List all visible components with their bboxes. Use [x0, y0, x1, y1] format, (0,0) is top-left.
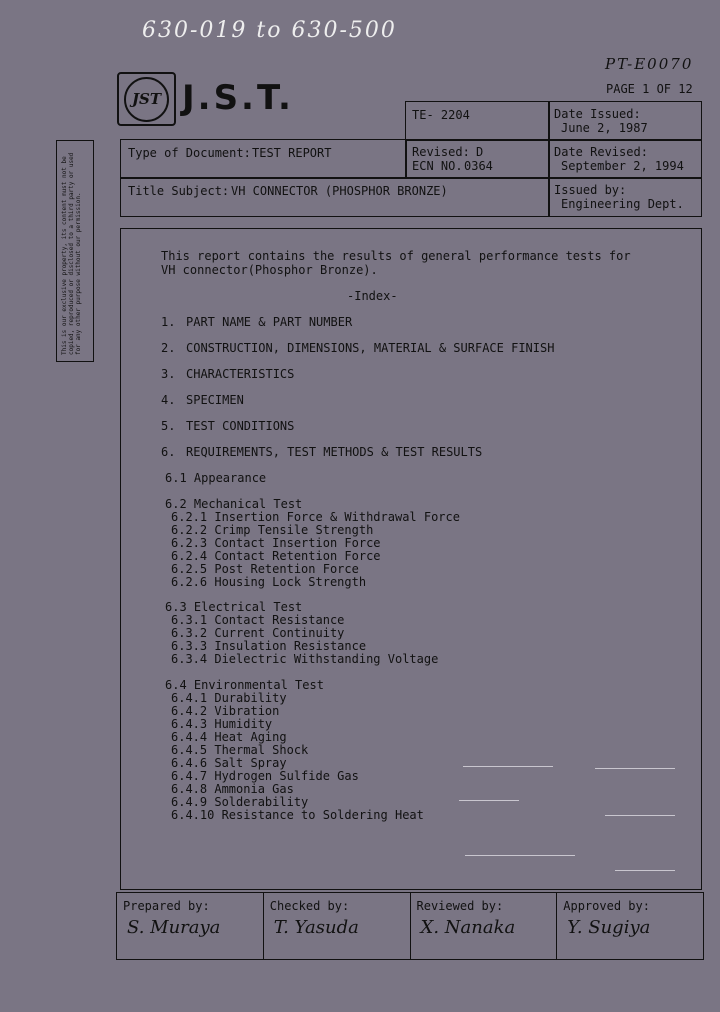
revised-value: D — [476, 145, 484, 159]
confidentiality-text: This is our exclusive property, its content must not be copied, reproduced or disclosed to a third party or used for any other purpose without our permission. — [61, 152, 82, 355]
list-item: 6.2.3 Contact Insertion Force — [171, 536, 381, 550]
section-title: TEST CONDITIONS — [186, 419, 295, 433]
handwritten-corner-code: PT-E0070 — [605, 55, 694, 73]
list-item: 6.4.5 Thermal Shock — [171, 743, 309, 757]
approved-by-cell — [557, 893, 703, 959]
section-title: CHARACTERISTICS — [186, 367, 295, 381]
ecn-value: 0364 — [464, 159, 493, 173]
list-item: 6.2.1 Insertion Force & Withdrawal Force — [171, 510, 460, 524]
subsection-heading: 6.4 Environmental Test — [165, 678, 324, 692]
list-item: 6.3.4 Dielectric Withstanding Voltage — [171, 652, 439, 666]
list-item: 6.2.4 Contact Retention Force — [171, 549, 381, 563]
list-item: 6.4.8 Ammonia Gas — [171, 782, 294, 796]
section-title: SPECIMEN — [186, 393, 244, 407]
list-item: 6.2.2 Crimp Tensile Strength — [171, 523, 374, 537]
section-title: CONSTRUCTION, DIMENSIONS, MATERIAL & SURFACE FINISH — [186, 341, 555, 355]
doc-number-cell — [405, 101, 550, 141]
date-issued-value: June 2, 1987 — [561, 121, 648, 135]
handwritten-part-range: 630-019 to 630-500 — [142, 18, 397, 43]
date-issued-cell — [548, 101, 702, 141]
scan-noise — [455, 760, 695, 880]
list-item: 6.2.6 Housing Lock Strength — [171, 575, 367, 589]
date-revised-label: Date Revised: — [554, 145, 648, 159]
section-num: 4. — [161, 393, 176, 407]
subsection-heading: 6.3 Electrical Test — [165, 600, 303, 614]
title-subject-value: VH CONNECTOR (PHOSPHOR BRONZE) — [231, 184, 448, 198]
list-item: 6.2.5 Post Retention Force — [171, 562, 359, 576]
title-subject-cell — [120, 177, 550, 217]
reviewed-by-label: Reviewed by: — [416, 899, 504, 913]
confidentiality-note — [56, 140, 94, 362]
list-item: 6.4.7 Hydrogen Sulfide Gas — [171, 769, 359, 783]
section-num: 5. — [161, 419, 176, 433]
section-num: 1. — [161, 315, 176, 329]
doc-number: TE- 2204 — [412, 108, 470, 122]
list-item: 6.4.1 Durability — [171, 691, 287, 705]
jst-logo — [117, 72, 176, 126]
intro-line-2: VH connector(Phosphor Bronze). — [161, 263, 378, 277]
list-item: 6.3.3 Insulation Resistance — [171, 639, 367, 653]
reviewed-by-signature: X. Nanaka — [420, 917, 516, 938]
doc-type-cell — [120, 139, 407, 179]
issued-by-cell — [548, 177, 702, 217]
checked-by-signature: T. Yasuda — [273, 917, 359, 938]
prepared-by-signature: S. Muraya — [127, 917, 221, 938]
section-num: 2. — [161, 341, 176, 355]
list-item: 6.4.2 Vibration — [171, 704, 280, 718]
subsection-heading: 6.1 Appearance — [165, 471, 267, 485]
brand-name: J.S.T. — [182, 78, 294, 118]
date-revised-cell — [548, 139, 702, 179]
doc-type-value: TEST REPORT — [252, 146, 332, 160]
reviewed-by-cell — [411, 893, 558, 959]
title-subject-label: Title Subject: — [128, 184, 230, 198]
subsection-heading: 6.2 Mechanical Test — [165, 497, 303, 511]
list-item: 6.4.3 Humidity — [171, 717, 273, 731]
list-item: 6.4.4 Heat Aging — [171, 730, 287, 744]
signature-row — [116, 892, 704, 960]
issued-by-label: Issued by: — [554, 183, 627, 197]
date-revised-value: September 2, 1994 — [561, 159, 684, 173]
logo-emblem: JST — [124, 77, 169, 122]
section-title: REQUIREMENTS, TEST METHODS & TEST RESULTS — [186, 445, 483, 459]
date-issued-label: Date Issued: — [554, 107, 641, 121]
doc-type-label: Type of Document: — [128, 146, 251, 160]
list-item: 6.4.6 Salt Spray — [171, 756, 287, 770]
revised-label: Revised: — [412, 145, 470, 159]
approved-by-label: Approved by: — [563, 899, 650, 913]
approved-by-signature: Y. Sugiya — [567, 917, 651, 938]
intro-line-1: This report contains the results of general performance tests for — [161, 249, 631, 263]
section-num: 3. — [161, 367, 176, 381]
list-item: 6.3.1 Contact Resistance — [171, 613, 345, 627]
issued-by-value: Engineering Dept. — [561, 197, 684, 211]
index-heading: -Index- — [347, 289, 398, 303]
list-item: 6.3.2 Current Continuity — [171, 626, 345, 640]
section-num: 6. — [161, 445, 176, 459]
page-number: PAGE 1 OF 12 — [606, 82, 693, 96]
checked-by-label: Checked by: — [269, 899, 350, 913]
list-item: 6.4.10 Resistance to Soldering Heat — [171, 808, 424, 822]
list-item: 6.4.9 Solderability — [171, 795, 309, 809]
prepared-by-label: Prepared by: — [123, 899, 210, 913]
checked-by-cell — [264, 893, 411, 959]
ecn-label: ECN NO. — [412, 159, 463, 173]
revision-cell — [405, 139, 550, 179]
prepared-by-cell — [117, 893, 264, 959]
section-title: PART NAME & PART NUMBER — [186, 315, 353, 329]
